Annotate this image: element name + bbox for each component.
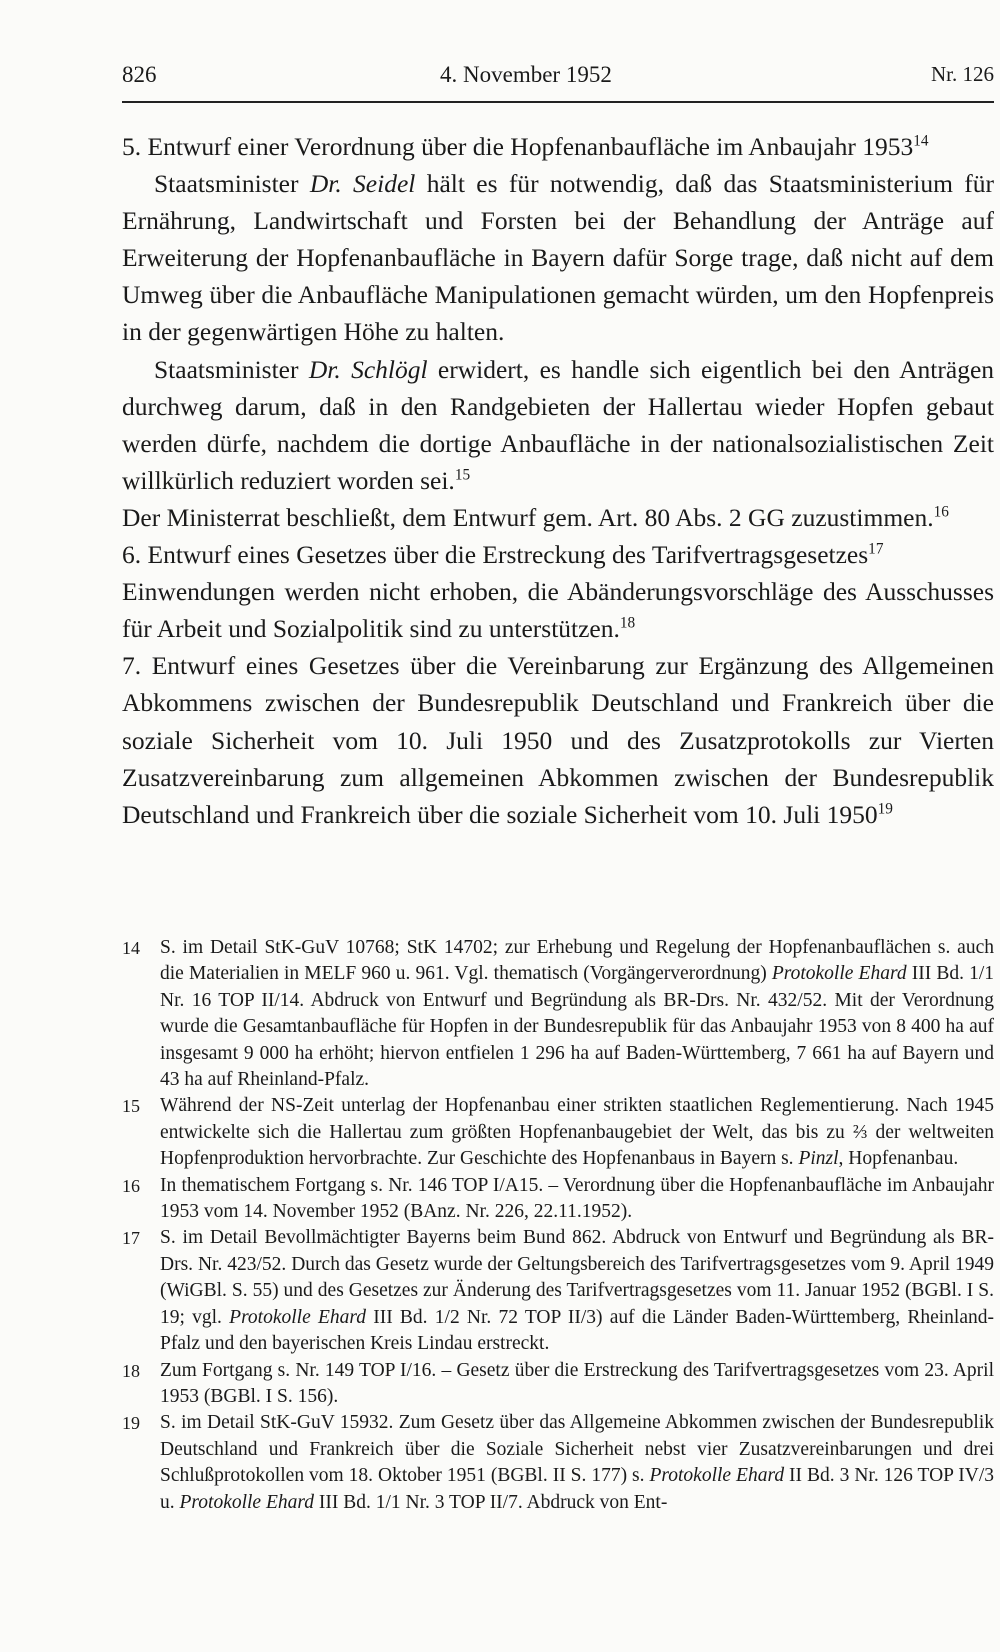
footnote-ref-19: 19 xyxy=(877,800,893,818)
paragraph-schloegl: Staatsminister Dr. Schlögl erwidert, es handle sich eigentlich bei den Anträgen durchweg darum, daß in den Randgebieten der Hallertau wieder Hopfen gebaut werden dürfe, nachdem die dortige Anbaufläche in der nationalsozialistischen Zeit willkürlich reduziert worden sei.$^{15}$ xyxy=(122,354,995,495)
footnote-ref-15: 15 xyxy=(454,466,471,484)
page-number: 826 xyxy=(122,62,157,87)
footnotes xyxy=(122,935,994,1516)
footnote-17: 17 S. im Detail Bevollmächtigter Bayerns beim Bund 862. Abdruck von Entwurf und Begründung als BR-Drs. Nr. 423/52. Durch das Gesetz wurde der Geltungsbereich des Tarifvertragsgesetzes vom 9. April 1949 (WiGBl. S. 55) und des Gesetzes zur Änderung des Tarifvertragsgesetzes vom 11. Januar 1952 (BGBl. I S. 19; vgl. Protokolle Ehard III Bd. 1/2 Nr. 72 TOP II/3) auf die Länder Baden-Württemberg, Rheinland-Pfalz und den bayerischen Kreis Lindau erstreckt. xyxy=(122,1227,994,1355)
footnote-16: 16 In thematischem Fortgang s. Nr. 146 TOP I/A15. – Verordnung über die Hopfenanbaufläche im Anbaujahr 1953 vom 14. November 1952 (BAnz. Nr. 226, 22.11.1952). xyxy=(122,1174,994,1223)
decision-paragraph: Der Ministerrat beschließt, dem Entwurf gem. Art. 80 Abs. 2 GG zuzustimmen.$^{16}$ xyxy=(122,502,949,532)
header-document-number: Nr. 126 xyxy=(931,62,994,86)
person-name: Dr. Schlögl xyxy=(308,354,428,384)
main-text xyxy=(122,128,994,833)
paragraph-seidel: Staatsminister Dr. Seidel hält es für notwendig, daß das Staatsministerium für Ernährung, Landwirtschaft und Forsten bei der Behandlung der Anträge auf Erweiterung der Hopfenanbaufläche in Bayern dafür Sorge trage, daß nicht auf dem Umweg über die Anbaufläche Manipulationen gemacht würden, um den Hopfenpreis in der gegenwärtigen Höhe zu halten. xyxy=(122,169,994,347)
footnote-18: 18 Zum Fortgang s. Nr. 149 TOP I/16. – Gesetz über die Erstreckung des Tarifvertragsgesetzes vom 23. April 1953 (BGBl. I S. 156). xyxy=(122,1359,994,1407)
footnote-15: 15 Während der NS-Zeit unterlag der Hopfenanbau einer strikten staatlichen Reglementierung. Nach 1945 entwickelte sich die Hallertau zum größten Hopfenanbaugebiet der Welt, das bis zu ⅔ der weltweiten Hopfenproduktion hervorbrachte. Zur Geschichte des Hopfenanbaus in Bayern s. Pinzl, Hopfenanbau. xyxy=(122,1095,994,1170)
running-header xyxy=(122,62,994,96)
footnote-number: 18 xyxy=(122,1360,140,1381)
paragraph-objections: Einwendungen werden nicht erhoben, die Abänderungsvorschläge des Ausschusses für Arbeit und Sozialpolitik sind zu unterstützen.$^{18}$ xyxy=(122,577,994,644)
footnote-ref-17: 17 xyxy=(868,540,884,558)
person-name: Dr. Seidel xyxy=(309,169,416,199)
footnote-number: 16 xyxy=(122,1175,140,1196)
agenda-item-5-heading: 5. Entwurf einer Verordnung über die Hopfenanbaufläche im Anbaujahr 1953$^{14}$ xyxy=(122,132,929,161)
footnote-number: 19 xyxy=(122,1413,140,1434)
footnote-ref-16: 16 xyxy=(933,503,949,521)
footnote-ref-14: 14 xyxy=(913,132,929,150)
footnote-19: 19 S. im Detail StK-GuV 15932. Zum Gesetz über das Allgemeine Abkommen zwischen der Bundesrepublik Deutschland und Frankreich über die Soziale Sicherheit nebst vier Zusatzvereinbarungen und drei Schlußprotokollen vom 18. Oktober 1951 (BGBl. II S. 177) s. Protokolle Ehard II Bd. 3 Nr. 126 TOP IV/3 u. Protokolle Ehard III Bd. 1/1 Nr. 3 TOP II/7. Abdruck von Ent- xyxy=(122,1412,994,1513)
header-rule xyxy=(122,101,994,103)
agenda-item-6-heading: 6. Entwurf eines Gesetzes über die Erstreckung des Tarifvertragsgesetzes$^{17}$ xyxy=(122,540,884,570)
header-date: 4. November 1952 xyxy=(440,62,612,87)
footnote-number: 14 xyxy=(122,938,140,958)
footnote-number: 17 xyxy=(122,1228,140,1249)
agenda-item-7-heading: 7. Entwurf eines Gesetzes über die Vereinbarung zur Ergänzung des Allgemeinen Abkommens zwischen der Bundesrepublik Deutschland und Frankreich über die soziale Sicherheit vom 10. Juli 1950 und des Zusatzprotokolls zur Vierten Zusatzvereinbarung zum allgemeinen Abkommen zwischen der Bundesrepublik Deutschland und Frankreich über die soziale Sicherheit vom 10. Juli 1950$^{19}$ xyxy=(122,651,994,829)
footnote-number: 15 xyxy=(122,1096,140,1117)
footnote-ref-18: 18 xyxy=(619,614,636,632)
footnote-14: 14 S. im Detail StK-GuV 10768; StK 14702; zur Erhebung und Regelung der Hopfenanbauflächen s. auch die Materialien in MELF 960 u. 961. Vgl. thematisch (Vorgängerverordnung) Protokolle Ehard III Bd. 1/1 Nr. 16 TOP II/14. Abdruck von Entwurf und Begründung als BR-Drs. Nr. 432/52. Mit der Verordnung wurde die Gesamtanbaufläche für Hopfen in der Bundesrepublik für das Anbaujahr 1953 von 8 400 ha auf insgesamt 9 000 ha erhöht; hiervon entfielen 1 296 ha auf Baden-Württemberg, 7 661 ha auf Bayern und 43 ha auf Rheinland-Pfalz. xyxy=(122,937,995,1091)
